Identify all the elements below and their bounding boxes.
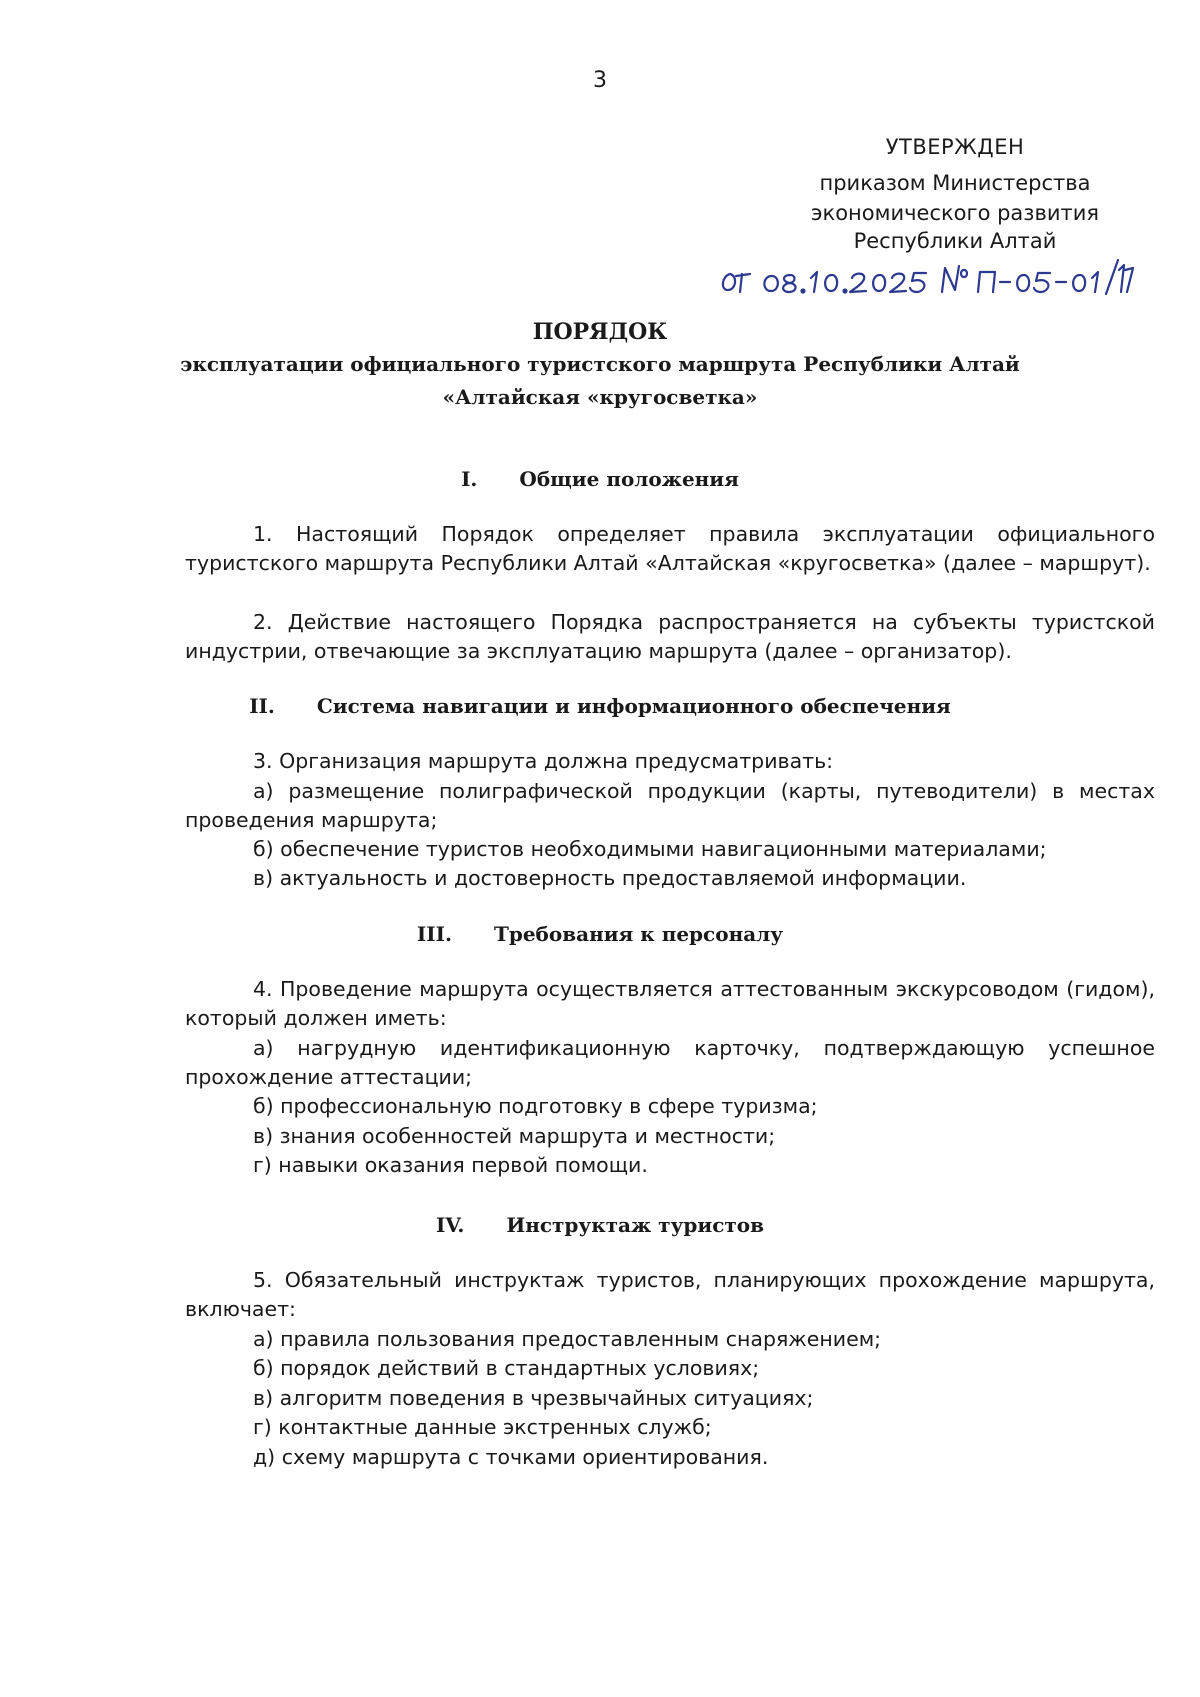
section-heading-staff <box>0 920 1200 948</box>
paragraph-5: 5. Обязательный инструктаж туристов, планирующих прохождение маршрута, включает: <box>185 1268 1155 1321</box>
approval-line-order: приказом Министерства <box>819 171 1091 195</box>
list-item: б) обеспечение туристов необходимыми навигационными материалами; <box>253 837 1047 861</box>
approval-line-region: Республики Алтай <box>853 229 1057 253</box>
list-item: б) профессиональную подготовку в сфере туризма; <box>253 1094 818 1118</box>
section-heading-briefing <box>0 1211 1200 1239</box>
section-title: Требования к персоналу <box>493 922 784 946</box>
list-item: г) навыки оказания первой помощи. <box>253 1153 648 1177</box>
list-item: в) актуальность и достоверность предоставляемой информации. <box>253 866 967 890</box>
approval-stamp-title: УТВЕРЖДЕН <box>885 135 1025 159</box>
list-item: а) размещение полиграфической продукции (карты, путеводители) в местах проведения маршрута; <box>185 779 1155 832</box>
handwriting-ink <box>714 254 1134 304</box>
handwritten-order-date-number <box>714 254 1134 304</box>
section-title: Система навигации и информационного обеспечения <box>316 694 951 718</box>
section-title: Общие положения <box>519 467 739 491</box>
list-item: д) схему маршрута с точками ориентирования. <box>253 1445 769 1469</box>
document-subtitle-line1: эксплуатации официального туристского маршрута Республики Алтай <box>180 352 1020 376</box>
list-item: в) знания особенностей маршрута и местности; <box>253 1124 776 1148</box>
list-item: а) правила пользования предоставленным снаряжением; <box>253 1327 882 1351</box>
section-number: IV. <box>435 1213 465 1237</box>
paragraph-4: 4. Проведение маршрута осуществляется аттестованным экскурсоводом (гидом), который должен иметь: <box>185 977 1155 1030</box>
list-item: в) алгоритм поведения в чрезвычайных ситуациях; <box>253 1386 814 1410</box>
document-title: ПОРЯДОК <box>532 319 668 345</box>
paragraph-3: 3. Организация маршрута должна предусматривать: <box>253 749 834 773</box>
document-subtitle-line2: «Алтайская «кругосветка» <box>442 385 758 409</box>
section-title: Инструктаж туристов <box>506 1213 764 1237</box>
paragraph-1: 1. Настоящий Порядок определяет правила эксплуатации официального туристского маршрута Республики Алтай «Алтайская «кругосветка» (далее – маршрут). <box>185 522 1155 575</box>
section-heading-navigation <box>0 692 1200 720</box>
list-item: г) контактные данные экстренных служб; <box>253 1415 712 1439</box>
list-item: а) нагрудную идентификационную карточку, подтверждающую успешное прохождение аттестации; <box>185 1036 1155 1089</box>
section-heading-general <box>0 465 1200 493</box>
page-number: 3 <box>593 68 607 93</box>
list-item: б) порядок действий в стандартных условиях; <box>253 1356 760 1380</box>
approval-line-ministry: экономического развития <box>811 201 1099 225</box>
paragraph-2: 2. Действие настоящего Порядка распространяется на субъекты туристской индустрии, отвечающие за эксплуатацию маршрута (далее – организатор). <box>185 610 1155 663</box>
section-number: I. <box>461 467 478 491</box>
section-number: III. <box>416 922 452 946</box>
section-number: II. <box>249 694 275 718</box>
